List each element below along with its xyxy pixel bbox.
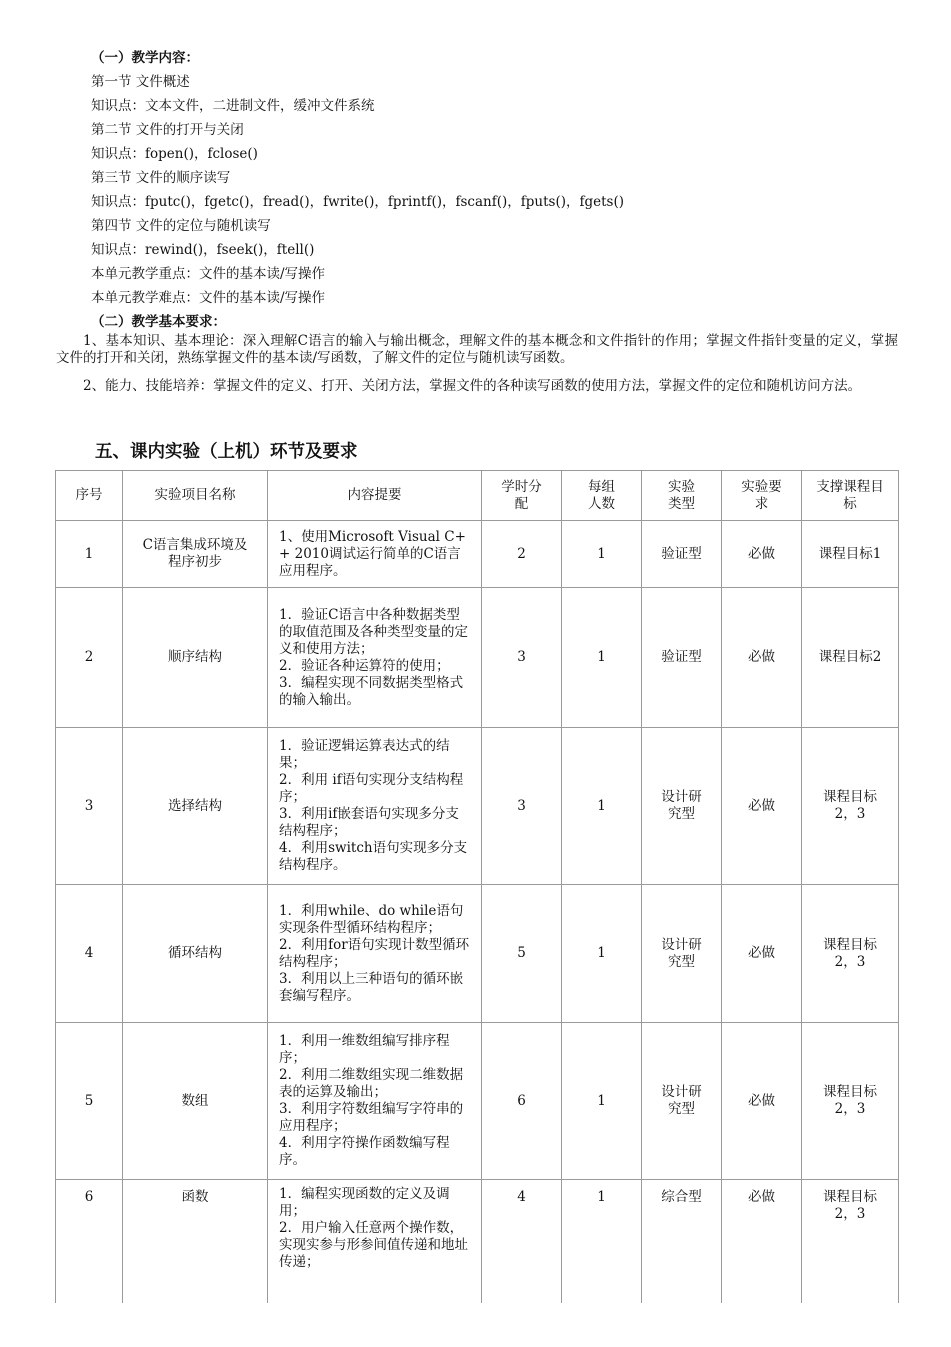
header-cell: 每组人数 (562, 471, 642, 521)
cell-hours: 6 (482, 1023, 562, 1180)
content-line: 本单元教学重点：文件的基本读/写操作 (91, 266, 326, 282)
cell-req: 必做 (722, 1023, 802, 1180)
cell-name: 循环结构 (123, 885, 268, 1023)
cell-name: C语言集成环境及程序初步 (123, 521, 268, 588)
cell-name: 数组 (123, 1023, 268, 1180)
cell-content: 1．编程实现函数的定义及调用； 2．用户输入任意两个操作数，实现实参与形参间值传递和地址传递； (268, 1180, 482, 1340)
cell-content: 1．验证逻辑运算表达式的结果； 2．利用 if语句实现分支结构程序； 3．利用if嵌套语句实现多分支结构程序； 4．利用switch语句实现多分支结构程序。 (268, 728, 482, 885)
content-line: 第三节 文件的顺序读写 (91, 170, 231, 186)
cell-group: 1 (562, 728, 642, 885)
cell-hours: 3 (482, 588, 562, 728)
content-line: 第二节 文件的打开与关闭 (91, 122, 244, 138)
cell-target: 课程目标2 (802, 588, 899, 728)
header-cell: 学时分配 (482, 471, 562, 521)
header-cell: 支撑课程目标 (802, 471, 899, 521)
cell-type: 验证型 (642, 521, 722, 588)
cell-type: 验证型 (642, 588, 722, 728)
cell-req: 必做 (722, 588, 802, 728)
cell-req: 必做 (722, 1180, 802, 1340)
content-line: 知识点：rewind()，fseek()，ftell() (91, 242, 315, 258)
cell-content: 1．验证C语言中各种数据类型的取值范围及各种类型变量的定义和使用方法； 2．验证各种运算符的使用； 3．编程实现不同数据类型格式的输入输出。 (268, 588, 482, 728)
cell-no: 2 (56, 588, 123, 728)
header-cell: 实验项目名称 (123, 471, 268, 521)
cell-req: 必做 (722, 728, 802, 885)
cell-no: 1 (56, 521, 123, 588)
page-bottom-margin (55, 1303, 899, 1347)
cell-name: 选择结构 (123, 728, 268, 885)
cell-hours: 2 (482, 521, 562, 588)
cell-group: 1 (562, 521, 642, 588)
cell-type: 设计研究型 (642, 728, 722, 885)
cell-target: 课程目标2，3 (802, 1180, 899, 1340)
content-line: 知识点：fopen()，fclose() (91, 146, 258, 162)
cell-type: 综合型 (642, 1180, 722, 1340)
section-5-title: 五、课内实验（上机）环节及要求 (95, 442, 358, 462)
cell-no: 4 (56, 885, 123, 1023)
cell-name: 函数 (123, 1180, 268, 1340)
cell-target: 课程目标2，3 (802, 728, 899, 885)
table-row (56, 588, 899, 728)
cell-req: 必做 (722, 885, 802, 1023)
requirements-heading: （二）教学基本要求： (91, 314, 226, 330)
table-row (56, 885, 899, 1023)
requirement-paragraph-1: 1、基本知识、基本理论：深入理解C语言的输入与输出概念，理解文件的基本概念和文件指针的作用；掌握文件指针变量的定义，掌握文件的打开和关闭，熟练掌握文件的基本读/写函数，了解文件的定位与随机读写函数。 (56, 333, 898, 366)
cell-content: 1．利用一维数组编写排序程序； 2．利用二维数组实现二维数据表的运算及输出； 3．利用字符数组编写字符串的应用程序； 4．利用字符操作函数编写程序。 (268, 1023, 482, 1180)
content-line: 第一节 文件概述 (91, 74, 190, 90)
cell-group: 1 (562, 1180, 642, 1340)
cell-target: 课程目标1 (802, 521, 899, 588)
cell-no: 5 (56, 1023, 123, 1180)
table-row (56, 728, 899, 885)
header-cell: 序号 (56, 471, 123, 521)
cell-type: 设计研究型 (642, 885, 722, 1023)
cell-hours: 3 (482, 728, 562, 885)
cell-target: 课程目标2，3 (802, 1023, 899, 1180)
cell-hours: 4 (482, 1180, 562, 1340)
table-row (56, 521, 899, 588)
cell-group: 1 (562, 885, 642, 1023)
cell-group: 1 (562, 588, 642, 728)
cell-target: 课程目标2，3 (802, 885, 899, 1023)
cell-no: 6 (56, 1180, 123, 1340)
teaching-content-heading: （一）教学内容： (91, 50, 199, 66)
table-header-row (56, 471, 899, 521)
content-line: 第四节 文件的定位与随机读写 (91, 218, 271, 234)
requirement-paragraph-2: 2、能力、技能培养：掌握文件的定义、打开、关闭方法，掌握文件的各种读写函数的使用方法，掌握文件的定位和随机访问方法。 (83, 378, 862, 394)
cell-type: 设计研究型 (642, 1023, 722, 1180)
cell-content: 1、使用Microsoft Visual C++ 2010调试运行简单的C语言应用程序。 (268, 521, 482, 588)
header-cell: 实验类型 (642, 471, 722, 521)
cell-content: 1．利用while、do while语句实现条件型循环结构程序； 2．利用for语句实现计数型循环结构程序； 3．利用以上三种语句的循环嵌套编写程序。 (268, 885, 482, 1023)
cell-group: 1 (562, 1023, 642, 1180)
experiment-table (55, 470, 899, 1340)
header-cell: 内容提要 (268, 471, 482, 521)
content-line: 知识点：文本文件，二进制文件，缓冲文件系统 (91, 98, 375, 114)
cell-req: 必做 (722, 521, 802, 588)
content-line: 知识点：fputc()，fgetc()，fread()，fwrite()，fprintf()，fscanf()，fputs()，fgets() (91, 194, 624, 210)
cell-name: 顺序结构 (123, 588, 268, 728)
table-row (56, 1023, 899, 1180)
cell-hours: 5 (482, 885, 562, 1023)
cell-no: 3 (56, 728, 123, 885)
content-line: 本单元教学难点：文件的基本读/写操作 (91, 290, 326, 306)
header-cell: 实验要求 (722, 471, 802, 521)
